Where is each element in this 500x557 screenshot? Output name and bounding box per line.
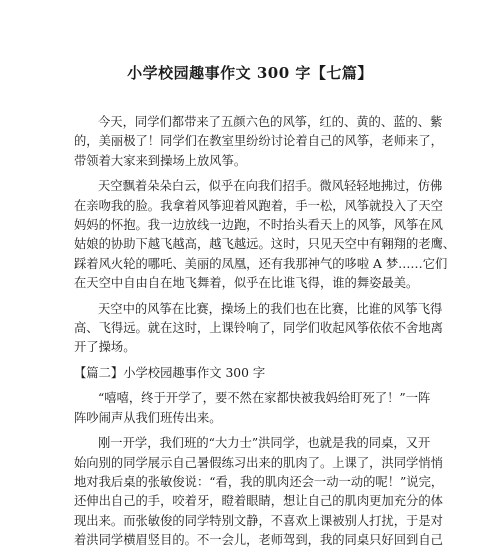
paragraph-line: 在亲吻我的脸。我拿着风筝迎着风跑着，手一松，风筝就投入了天空 [74, 198, 443, 213]
paragraph-line: 现出来。而张敏俊的同学特别文静，不喜欢上课被别人打扰，于是对 [74, 513, 443, 528]
paragraph [74, 434, 444, 550]
paragraph-line: 姑娘的协助下越飞越高，越飞越远。这时，只见天空中有翱翔的老鹰、 [74, 237, 456, 252]
paragraph-line: “嘻嘻，终于开学了，要不然在家都快被我妈给盯死了！”一阵 [98, 391, 431, 406]
paragraph-line: 天空中的风筝在比赛，操场上的我们也在比赛，比谁的风筝飞得 [98, 301, 443, 316]
paragraph-line: 今天，同学们都带来了五颜六色的风筝，红的、黄的、蓝的、紫 [98, 115, 443, 129]
document-title: 小学校园趣事作文 300 字【七篇】 [127, 64, 373, 82]
paragraph-line: 始向别的同学展示自己暑假练习出来的肌肉了。上课了，洪同学悄悄 [74, 455, 443, 470]
paragraph-line: 着洪同学横眉竖目的。不一会儿，老师驾到，我的同桌只好回到自己 [74, 533, 443, 548]
paragraph-line: 妈妈的怀抱。我一边放线一边跑，不时抬头看天上的风筝，风筝在风 [74, 218, 443, 233]
paragraph-line: 地对我后桌的张敏俊说：“看，我的肌肉还会一动一动的呢！”说完， [74, 474, 444, 489]
paragraph [74, 389, 434, 428]
paragraph-line: 带领着大家来到操场上放风筝。 [74, 153, 247, 168]
paragraph-line: 还伸出自己的手，咬着牙，瞪着眼睛，想让自己的肌肉更加充分的体 [74, 494, 443, 509]
document-body [74, 113, 456, 557]
paragraph-line: 踩着风火轮的哪吒、美丽的凤凰，还有我那神气的哆啦 A 梦……它们 [74, 256, 448, 271]
paragraph-line: 刚一开学，我们班的“大力士”洪同学，也就是我的同桌，又开 [98, 436, 431, 451]
paragraph-line: 高、飞得远。就在这时，上课铃响了，同学们收起风筝依依不舍地离 [74, 321, 443, 336]
paragraph-line: 开了操场。 [74, 340, 136, 355]
paragraph [74, 113, 443, 171]
section-heading: 【篇二】小学校园趣事作文 300 字 [74, 365, 266, 380]
paragraph-line: 天空飘着朵朵白云，似乎在向我们招手。微风轻轻地拂过，仿佛 [98, 179, 443, 194]
paragraph-line: 在天空中自由自在地飞舞着，似乎在比谁飞得，谁的舞姿最美。 [74, 276, 419, 291]
paragraph [74, 177, 456, 293]
paragraph-line: 阵吵闹声从我们班传出来。 [74, 410, 222, 425]
paragraph [74, 300, 443, 358]
paragraph-line: 的，美丽极了！同学们在教室里纷纷讨论着自己的风筝，老师来了， [74, 134, 443, 149]
